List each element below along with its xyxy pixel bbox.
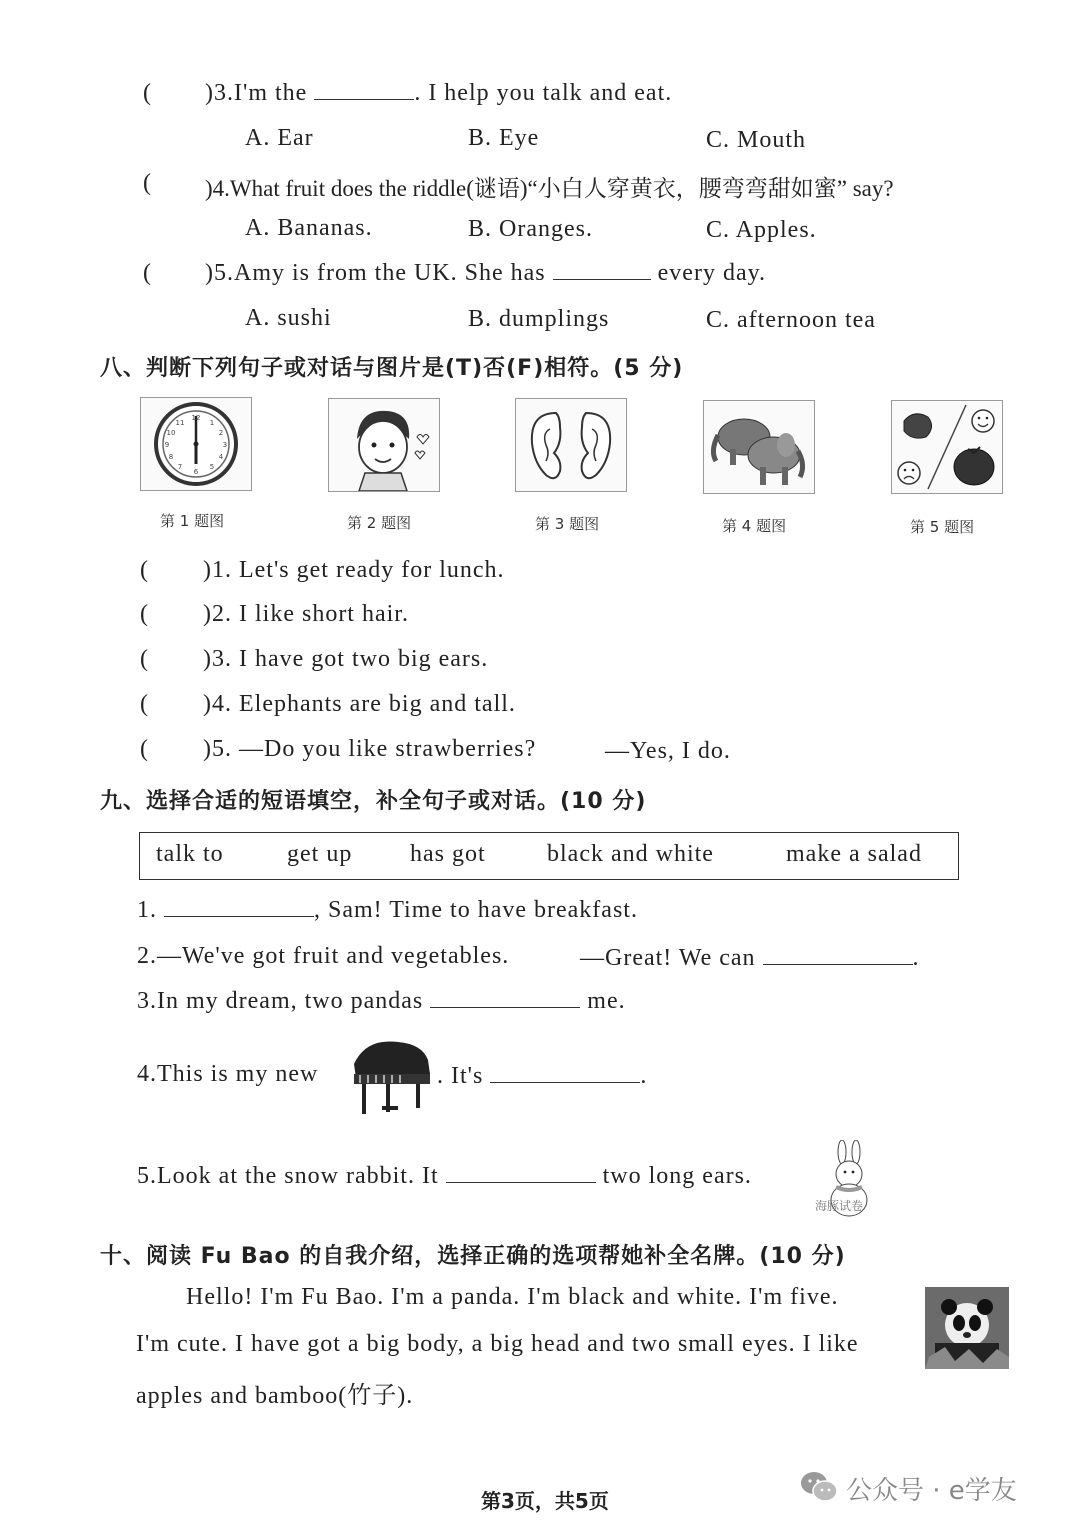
q3-option-a[interactable]: A. Ear <box>245 125 314 151</box>
caption-picture-5: 第 5 题图 <box>910 518 975 536</box>
fill-5-text-before: Look at the snow rabbit. It <box>157 1163 439 1189</box>
q4-number: )4. <box>205 176 230 201</box>
svg-text:1: 1 <box>209 419 215 427</box>
svg-text:12: 12 <box>191 414 201 422</box>
q4-option-c[interactable]: C. Apples. <box>706 217 817 243</box>
q5-option-a[interactable]: A. sushi <box>245 305 332 331</box>
svg-text:9: 9 <box>164 441 170 449</box>
q4-option-b[interactable]: B. Oranges. <box>468 216 593 242</box>
question-q4 <box>205 170 894 203</box>
q3-option-b[interactable]: B. Eye <box>468 125 540 151</box>
fill-2-text: —We've got fruit and vegetables. <box>157 943 510 969</box>
fill-4-text-mid: . It's <box>437 1063 484 1089</box>
judge-paren-1: ( <box>140 557 149 583</box>
judge-item-1: )1. Let's get ready for lunch. <box>203 557 505 583</box>
svg-text:2: 2 <box>218 429 224 437</box>
wechat-icon <box>800 1470 838 1508</box>
watermark: 公众号 · e学友 <box>846 1476 1017 1506</box>
elephants-icon <box>703 400 815 494</box>
q3-blank[interactable] <box>314 99 414 100</box>
ears-icon <box>515 398 627 492</box>
q5-option-c[interactable]: C. afternoon tea <box>706 307 876 333</box>
clock-icon <box>140 397 252 491</box>
question-q5 <box>205 260 766 287</box>
fill-2-end: . <box>912 945 920 971</box>
fill-item-5 <box>137 1163 752 1190</box>
judge-paren-4: ( <box>140 691 149 717</box>
caption-picture-1: 第 1 题图 <box>160 512 225 530</box>
q5-text-before: Amy is from the UK. She has <box>234 260 546 286</box>
word-has-got[interactable]: has got <box>410 841 486 867</box>
fill-item-1 <box>137 897 638 924</box>
caption-picture-3: 第 3 题图 <box>535 515 600 533</box>
fill-item-2-reply <box>580 945 920 972</box>
judge-item-3: )3. I have got two big ears. <box>203 646 489 672</box>
question-q3 <box>205 80 672 107</box>
fill-3-text-before: In my dream, two pandas <box>157 988 424 1014</box>
fill-4-blank[interactable] <box>490 1082 640 1083</box>
fill-3-number: 3. <box>137 988 157 1014</box>
word-black-and-white[interactable]: black and white <box>547 841 714 867</box>
caption-picture-4: 第 4 题图 <box>722 517 787 535</box>
judge-item-5-reply: —Yes, I do. <box>605 738 731 764</box>
fill-5-blank[interactable] <box>446 1182 596 1183</box>
reading-line-3: apples and bamboo(竹子). <box>136 1383 414 1409</box>
answer-paren-q3: ( <box>143 80 152 106</box>
fill-item-4 <box>137 1061 318 1088</box>
judge-item-4: )4. Elephants are big and tall. <box>203 691 516 717</box>
q5-text-after: every day. <box>657 260 767 286</box>
fill-item-4-end <box>437 1063 647 1090</box>
svg-text:7: 7 <box>177 463 183 471</box>
q5-blank[interactable] <box>553 279 651 280</box>
judge-item-2: )2. I like short hair. <box>203 601 409 627</box>
rabbit-stamp: 海豚试卷 <box>815 1199 864 1213</box>
section-8-heading: 八、判断下列句子或对话与图片是(T)否(F)相符。(5 分) <box>100 356 684 381</box>
fill-2-number: 2. <box>137 943 157 969</box>
q3-option-c[interactable]: C. Mouth <box>706 127 807 153</box>
judge-paren-2: ( <box>140 601 149 627</box>
q3-text-after: . I help you talk and eat. <box>414 80 673 106</box>
piano-icon <box>346 1034 434 1122</box>
answer-paren-q4: ( <box>143 170 152 196</box>
judge-paren-5: ( <box>140 736 149 762</box>
fill-3-text-after: me. <box>587 988 626 1014</box>
q5-number: )5. <box>205 260 234 286</box>
word-talk-to[interactable]: talk to <box>156 841 224 867</box>
word-bank <box>139 832 959 880</box>
fill-1-number: 1. <box>137 897 157 923</box>
q4-option-a[interactable]: A. Bananas. <box>245 215 373 241</box>
svg-text:11: 11 <box>175 419 185 427</box>
panda-photo <box>925 1287 1009 1369</box>
judge-paren-3: ( <box>140 646 149 672</box>
svg-text:5: 5 <box>209 463 215 471</box>
q5-option-b[interactable]: B. dumplings <box>468 306 610 332</box>
boy-hair-icon <box>328 398 440 492</box>
page-number: 第3页，共5页 <box>481 1489 609 1513</box>
section-10-heading: 十、阅读 Fu Bao 的自我介绍，选择正确的选项帮她补全名牌。(10 分) <box>100 1244 846 1269</box>
fill-4-number: 4. <box>137 1061 157 1087</box>
fill-4-end: . <box>640 1063 648 1089</box>
section-9-heading: 九、选择合适的短语填空，补全句子或对话。(10 分) <box>100 789 647 814</box>
fill-5-number: 5. <box>137 1163 157 1189</box>
answer-paren-q5: ( <box>143 260 152 286</box>
word-make-a-salad[interactable]: make a salad <box>786 841 922 867</box>
fill-1-blank[interactable] <box>164 916 314 917</box>
fill-item-2 <box>137 943 509 970</box>
fill-item-3 <box>137 988 626 1015</box>
svg-text:4: 4 <box>218 453 224 461</box>
word-get-up[interactable]: get up <box>287 841 353 867</box>
fill-2-blank[interactable] <box>763 964 913 965</box>
caption-picture-2: 第 2 题图 <box>347 514 412 532</box>
q3-number: )3. <box>205 80 234 106</box>
fill-3-blank[interactable] <box>430 1007 580 1008</box>
reading-line-1: Hello! I'm Fu Bao. I'm a panda. I'm black and white. I'm five. <box>186 1284 839 1310</box>
svg-text:8: 8 <box>168 453 174 461</box>
svg-text:6: 6 <box>193 468 199 476</box>
svg-text:10: 10 <box>166 429 176 437</box>
svg-text:3: 3 <box>222 441 228 449</box>
q3-text-before: I'm the <box>234 80 308 106</box>
strawberry-tomato-icon <box>891 400 1003 494</box>
judge-item-5: )5. —Do you like strawberries? <box>203 736 537 762</box>
fill-4-text-before: This is my new <box>157 1061 319 1087</box>
fill-2-reply-text: —Great! We can <box>580 945 756 971</box>
fill-1-text: , Sam! Time to have breakfast. <box>314 897 638 923</box>
q4-text: What fruit does the riddle(谜语)“小白人穿黄衣，腰弯弯甜如蜜” say? <box>229 176 894 201</box>
reading-line-2: I'm cute. I have got a big body, a big head and two small eyes. I like <box>136 1331 859 1357</box>
fill-5-text-after: two long ears. <box>602 1163 752 1189</box>
